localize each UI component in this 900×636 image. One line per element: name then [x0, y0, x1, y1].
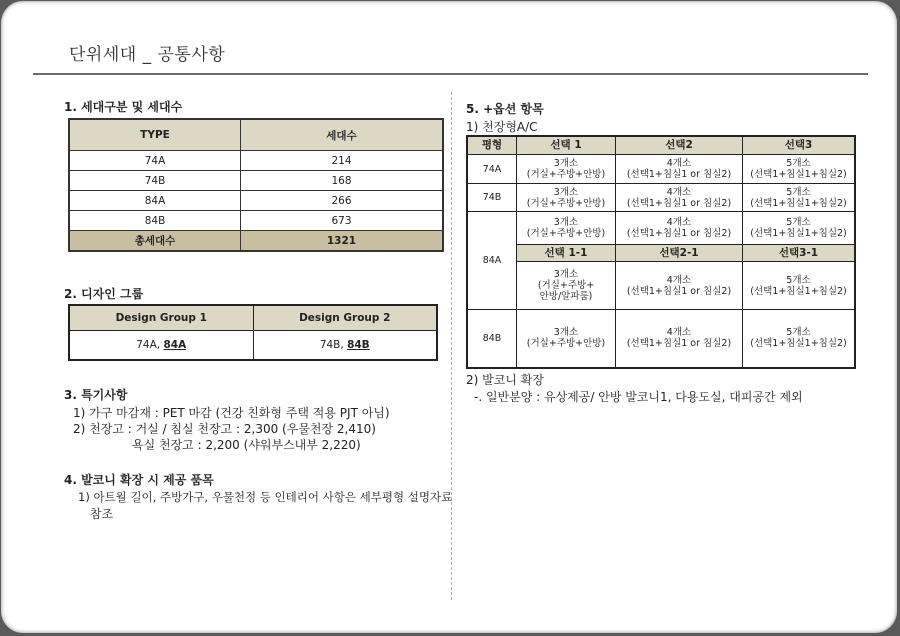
design-group-1-header: Design Group 1	[69, 305, 253, 331]
table-row: 74A 3개소 (거실+주방+안방) 4개소 (선택1+침실1 or 침실2) 5개소 (선택1+침실1+침실2)	[467, 155, 855, 184]
option-sub-2: 2) 발코니 확장	[466, 373, 544, 387]
column-divider	[451, 92, 452, 600]
table-row: 84A 266	[69, 191, 443, 211]
option-table	[466, 135, 856, 369]
table-row: 84A 3개소 (거실+주방+안방) 4개소 (선택1+침실1 or 침실2) 5개소 (선택1+침실1+침실2)	[467, 212, 855, 245]
section-3-heading: 3. 특기사항	[64, 388, 128, 402]
design-group-1-types: 74A, 84A	[69, 331, 253, 361]
table-row: 74B 168	[69, 171, 443, 191]
col-header-type: TYPE	[69, 119, 241, 151]
col-header-select-2: 선택2	[616, 136, 743, 155]
design-group-2-types: 74B, 84B	[253, 331, 437, 361]
col-header-select-1: 선택 1	[517, 136, 616, 155]
col-header-size: 평형	[467, 136, 517, 155]
option-sub-1: 1) 천장형A/C	[466, 120, 538, 134]
col-header-count: 세대수	[241, 119, 444, 151]
section-4-heading: 4. 발코니 확장 시 제공 품목	[64, 473, 214, 487]
table-row: 84B 673	[69, 211, 443, 231]
note-2: 2) 천장고 : 거실 / 침실 천장고 : 2,300 (우물천장 2,410)	[73, 422, 376, 436]
balcony-item-2: 참조	[90, 507, 114, 521]
table-row: 3개소 (거실+주방+ 안방/알파룸) 4개소 (선택1+침실1 or 침실2) 5개소 (선택1+침실1+침실2)	[467, 262, 855, 310]
balcony-item-1: 1) 아트월 길이, 주방가구, 우물천정 등 인테리어 사항은 세부평형 설명자료	[78, 490, 453, 504]
total-row: 총세대수 1321	[69, 231, 443, 252]
table-row: 74A 214	[69, 151, 443, 171]
section-5-heading: 5. +옵션 항목	[466, 102, 544, 116]
design-group-2-header: Design Group 2	[253, 305, 437, 331]
household-table	[68, 118, 444, 252]
balcony-note: -. 일반분양 : 유상제공/ 안방 발코니1, 다용도실, 대피공간 제외	[474, 390, 803, 404]
table-row: 84B 3개소 (거실+주방+안방) 4개소 (선택1+침실1 or 침실2) 5개소 (선택1+침실1+침실2)	[467, 310, 855, 368]
col-header-select-3: 선택3	[743, 136, 856, 155]
page-title: 단위세대 _ 공통사항	[69, 45, 226, 65]
note-3: 욕실 천장고 : 2,200 (샤워부스내부 2,220)	[132, 438, 361, 452]
section-2-heading: 2. 디자인 그룹	[64, 287, 144, 301]
title-divider	[33, 73, 868, 75]
section-1-heading: 1. 세대구분 및 세대수	[64, 100, 183, 114]
design-group-table	[68, 304, 438, 361]
table-row: 74B 3개소 (거실+주방+안방) 4개소 (선택1+침실1 or 침실2) 5개소 (선택1+침실1+침실2)	[467, 184, 855, 212]
sub-header-row: 선택 1-1 선택2-1 선택3-1	[467, 245, 855, 262]
note-1: 1) 가구 마감재 : PET 마감 (건강 친화형 주택 적용 PJT 아님)	[73, 406, 390, 420]
